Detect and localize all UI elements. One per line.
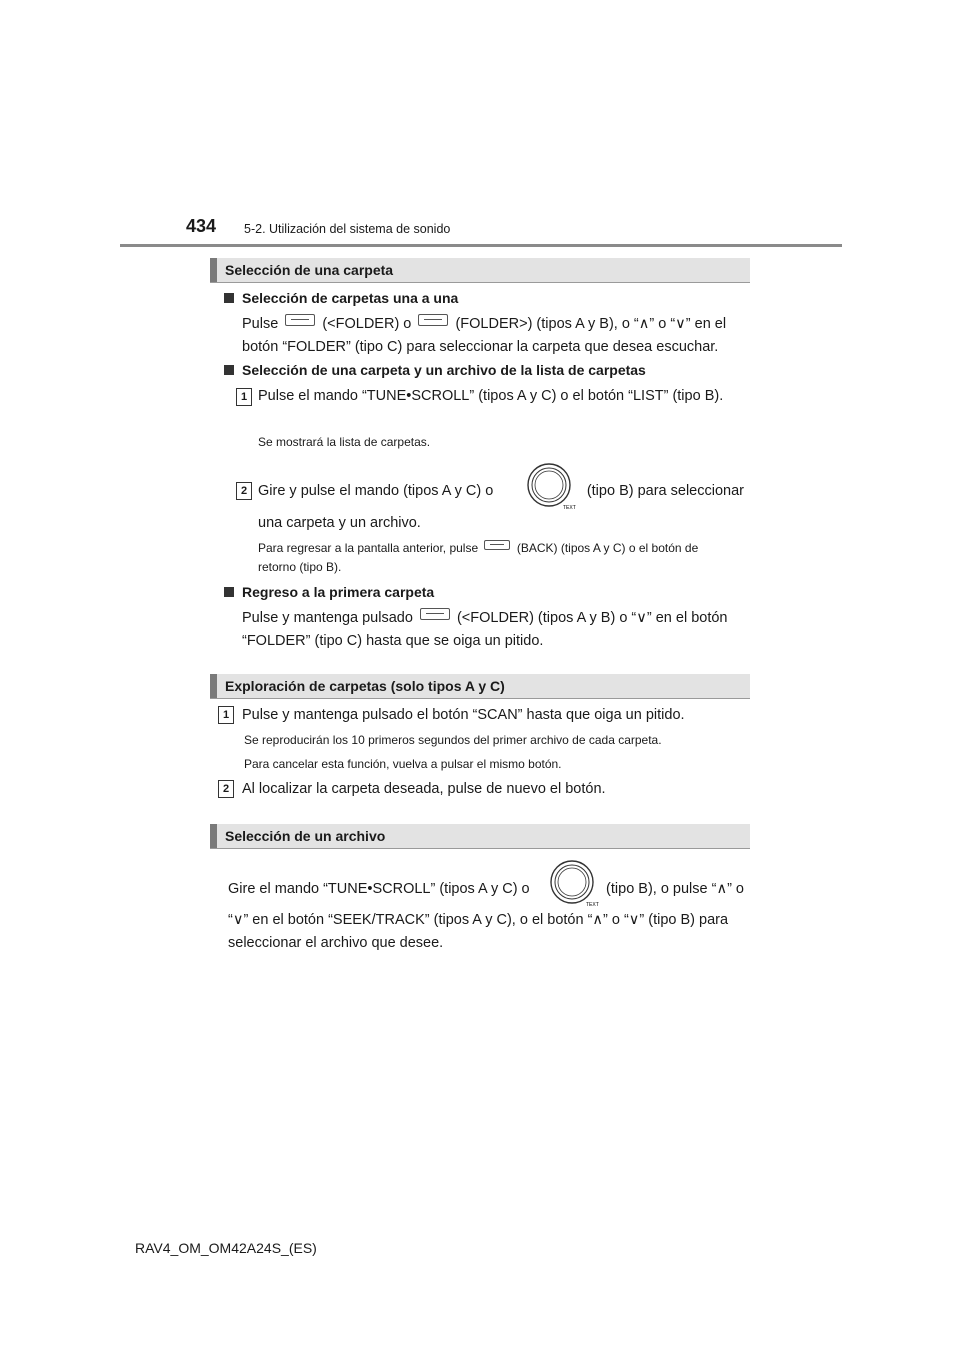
scan-step1-text: Pulse y mantenga pulsado el botón “SCAN” hasta que oiga un pitido.	[242, 707, 685, 723]
breadcrumb: 5-2. Utilización del sistema de sonido	[244, 222, 451, 236]
paragraph-first-folder-line1: Pulse y mantenga pulsado (<FOLDER) (tipos A y B) o “∨” en el botón	[242, 610, 728, 626]
bullet-square-icon	[224, 587, 234, 597]
bullet-square-icon	[224, 293, 234, 303]
step1-note: Se mostrará la lista de carpetas.	[258, 435, 431, 449]
svg-text:TEXT: TEXT	[586, 902, 599, 908]
file-select-line3: seleccionar el archivo que desee.	[228, 935, 444, 951]
folder-prev-button-icon	[285, 314, 315, 326]
section-header-folder-scan: Exploración de carpetas (solo tipos A y C)	[210, 674, 750, 698]
svg-text:TEXT: TEXT	[563, 505, 576, 511]
bullet-title-from-list: Selección de una carpeta y un archivo de la lista de carpetas	[224, 362, 646, 378]
step-number-box: 1	[218, 706, 234, 724]
paragraph-one-by-one-line2: botón “FOLDER” (tipo C) para seleccionar la carpeta que desea escuchar.	[242, 339, 719, 355]
file-select-line2: “∨” en el botón “SEEK/TRACK” (tipos A y C), o el botón “∧” o “∨” (tipo B) para	[228, 912, 729, 928]
step-number-box: 2	[236, 482, 252, 500]
scan-step1-note1: Se reproducirán los 10 primeros segundos del primer archivo de cada carpeta.	[244, 733, 662, 747]
file-select-line1-a: Gire el mando “TUNE•SCROLL” (tipos A y C) o	[228, 881, 530, 897]
bullet-title-one-by-one: Selección de carpetas una a una	[224, 290, 458, 306]
step2-text-c: una carpeta y un archivo.	[258, 515, 421, 531]
tune-knob-icon	[548, 860, 599, 908]
section-header-folder-select: Selección de una carpeta	[210, 258, 750, 282]
step2-text-a: Gire y pulse el mando (tipos A y C) o	[258, 483, 494, 499]
section-divider	[210, 848, 750, 849]
bullet-square-icon	[224, 365, 234, 375]
bullet-title-first-folder: Regreso a la primera carpeta	[224, 584, 434, 600]
folder-prev-button-icon	[420, 608, 450, 620]
step2-text-b: (tipo B) para seleccionar	[586, 483, 744, 499]
step2-note: Para regresar a la pantalla anterior, pulse (BACK) (tipos A y C) o el botón de retorno (tipo B).	[258, 541, 699, 574]
file-select-line1-b: (tipo B), o pulse “∧” o	[606, 881, 744, 897]
step-number-box: 2	[218, 780, 234, 798]
step-number-box: 1	[236, 388, 252, 406]
footer-doc-code: RAV4_OM_OM42A24S_(ES)	[135, 1240, 317, 1256]
paragraph-one-by-one-line1: Pulse (<FOLDER) o (FOLDER>) (tipos A y B), o “∧” o “∨” en el	[242, 316, 727, 332]
scan-step2-text: Al localizar la carpeta deseada, pulse de nuevo el botón.	[242, 781, 606, 797]
section-divider	[210, 698, 750, 699]
back-button-icon	[484, 540, 510, 550]
paragraph-first-folder-line2: “FOLDER” (tipo C) hasta que se oiga un pitido.	[242, 633, 544, 649]
tune-knob-icon	[525, 463, 576, 511]
header-rule	[120, 244, 842, 247]
page-number: 434	[186, 216, 217, 236]
folder-next-button-icon	[418, 314, 448, 326]
scan-step1-note2: Para cancelar esta función, vuelva a pulsar el mismo botón.	[244, 757, 562, 771]
section-divider	[210, 282, 750, 283]
step1-text: Pulse el mando “TUNE•SCROLL” (tipos A y C) o el botón “LIST” (tipo B).	[258, 388, 724, 404]
section-header-file-select: Selección de un archivo	[210, 824, 750, 848]
